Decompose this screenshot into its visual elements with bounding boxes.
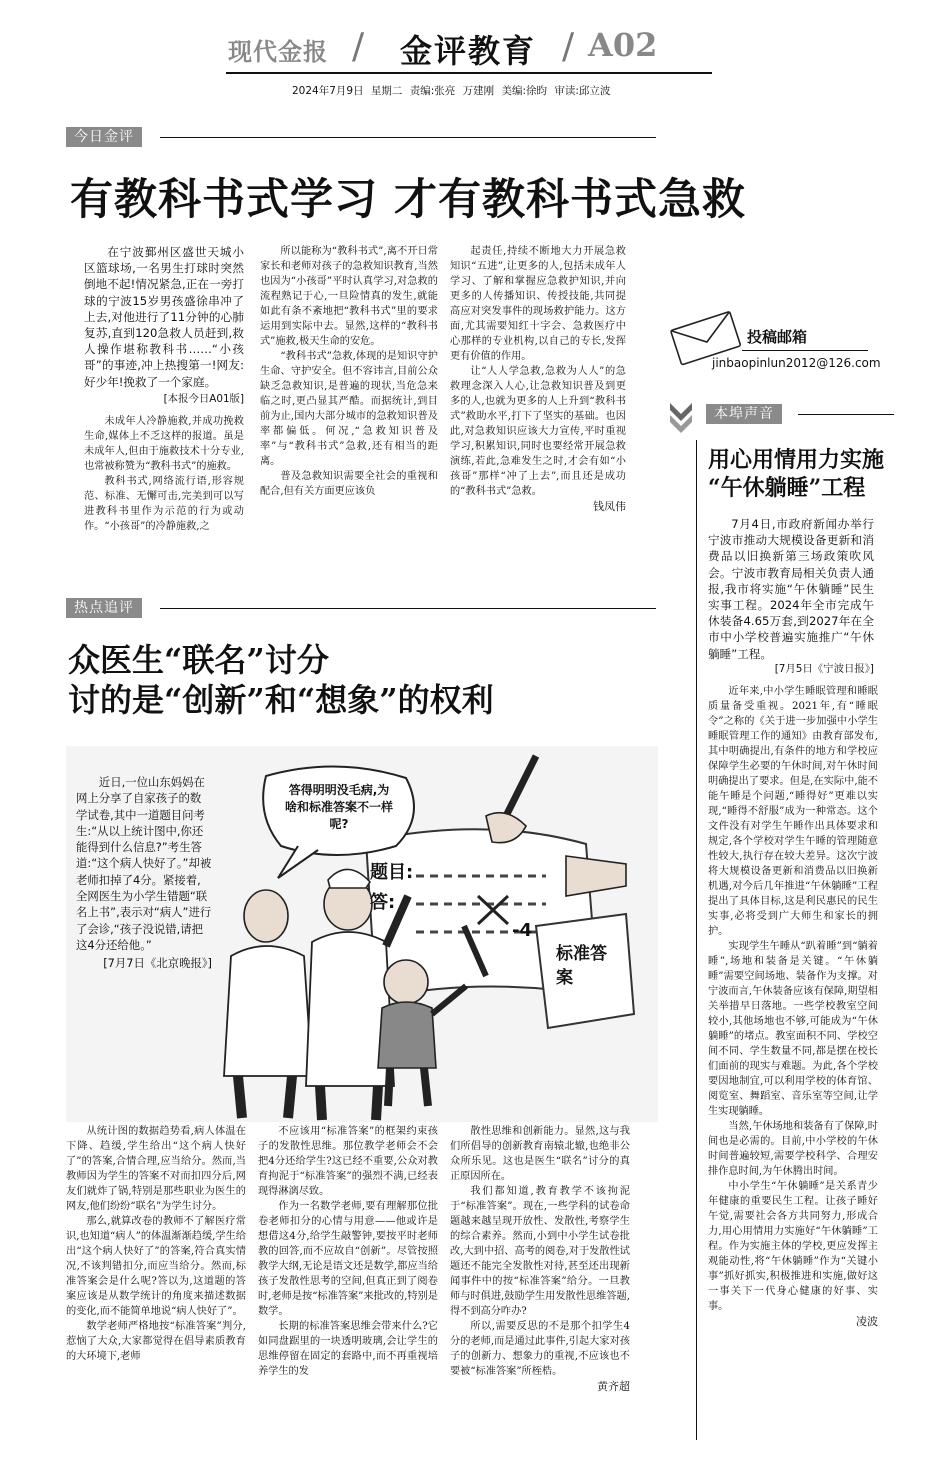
article-lead — [76, 774, 212, 972]
paragraph: 普及急救知识需要全社会的重视和配合,但有关方面更应该负 — [260, 471, 438, 497]
headline-line: “午休躺睡”工程 — [708, 475, 866, 501]
board-answer: 答: — [370, 892, 396, 913]
article-column — [450, 1124, 630, 1394]
paragraph: 散性思维和创新能力。显然,这与我们所倡导的创新教育南辕北辙,也绝非公众所乐见。这也是医生“联名”讨分的真正原因所在。 — [450, 1126, 630, 1182]
kicker-label: 今日金评 — [66, 127, 142, 147]
lead-source: [7月5日《宁波日报》] — [774, 662, 874, 675]
masthead-divider: / — [562, 26, 575, 67]
paragraph: 不应该用“标准答案”的框架约束孩子的发散性思维。那位教学老师会不会把4分还给学生?这已经不重要,公众对教育拘泥于“标准答案”的强烈不满,已经表现得淋漓尽致。 — [258, 1126, 438, 1197]
paragraph: 未成年人冷静施救,并成功挽救生命,媒体上不乏这样的报道。虽是未成年人,但由于施救技术十分专业,也常被称赞为“教科书式”的施救。 — [84, 416, 244, 472]
mailbox-email: jinbaopinlun2012@126.com — [712, 356, 881, 370]
kicker-rule — [160, 137, 656, 138]
kicker-label: 本埠声音 — [706, 404, 782, 424]
paragraph: 长期的标准答案思维会带来什么?它如同盘踞里的一块透明玻璃,会让学生的思维停留在固定的套路中,而不再重视培养学生的发 — [258, 1321, 438, 1377]
headline: 有教科书式学习 才有教科书式急救 — [70, 175, 746, 225]
paragraph: 那么,就算改卷的教师不了解医疗常识,也知道“病人”的体温渐渐趋缓,学生给出“这个病人快好了”的答案,符合真实情况,不该判错扣分,而应当给分。然而,标准答案会是什么呢?答以为,这道题的答案应该是从数学统计的角度来描述数据的变化,而不能简单地说“病人快好了”。 — [66, 1216, 246, 1317]
article-column — [708, 684, 878, 1329]
paragraph: 近年来,中小学生睡眠管理和睡眠质量备受重视。2021年,有“睡眠令”之称的《关于进一步加强中小学生睡眠管理工作的通知》由教育部发布,其中明确提出,有条件的地方和学校应保障学生必要的午休时间,对午休时间明确提出了要求。但是,在实际中,能不能午睡是个问题,“睡得好”更难以实现,“睡得不舒服”成为一种常态。这个文件没有对学生午睡作出具体要求和规定,各个学校对学生午睡的管理随意性较大,执行存在较大差异。这次宁波将大规模设备更新和消费品以旧换新机遇,对今后几年推进“午休躺睡”工程提出了具体目标,这是利民惠民的民生实事,必将受到广大师生和家长的拥护。 — [708, 686, 878, 937]
article-lead — [84, 244, 244, 407]
article-column — [260, 244, 438, 499]
masthead-divider: / — [352, 26, 365, 67]
headline — [68, 640, 494, 720]
masthead-rule — [226, 72, 712, 74]
article-lead — [708, 516, 874, 677]
lead-text: 近日,一位山东妈妈在网上分享了自家孩子的数学试卷,其中一道题目问考生:“从以上统计图中,你还能得到什么信息?”考生答道:“这个病人快好了。”却被老师扣掉了4分。紧接着,全网医生为小学生错题“联名上书”,表示对“病人”进行了会诊,“孩子没说错,请把这4分还给他。” — [76, 775, 212, 952]
paragraph: 所以能称为“教科书式”,离不开日常家长和老师对孩子的急救知识教育,当然也因为“小孩哥”平时认真学习,对急救的流程熟记于心,一旦险情真的发生,就能如此有条不紊地把“教科书式”里的要求运用到实际中去。显然,这样的“教科书式”施救,极天生命的安危。 — [260, 246, 438, 347]
newspaper-brand: 现代金报 — [228, 37, 328, 66]
paragraph: 教科书式,网络流行语,形容规范、标准、无懈可击,完美到可以写进教科书里作为示范的行为或动作。“小孩哥”的冷静施救,之 — [84, 476, 244, 532]
lead-source: [本报今日A01版] — [163, 392, 244, 405]
paragraph: 让“人人学急救,急救为人人”的急救理念深入人心,让急救知识普及到更多的人,也就为更多的人上升到“教科书式”救助水平,打下了坚实的基础。也因此,对急救知识应该大力宣传,平时重视学习,积累知识,同时也要经常开展急救演练,若此,急难发生之时,才会有如“小孩哥”那样“冲了上去”,而且还是成功的“教科书式”急救。 — [450, 366, 626, 497]
article-column — [66, 1124, 246, 1364]
kicker-rule — [160, 608, 656, 609]
page-number: A02 — [588, 26, 658, 64]
board-title: 题目: — [370, 862, 414, 883]
kicker-rule — [798, 414, 894, 415]
article-column — [450, 244, 626, 514]
article-column — [258, 1124, 438, 1379]
byline: 黄齐超 — [597, 1380, 630, 1393]
paragraph: 从统计图的数据趋势看,病人体温在下降、趋缓,学生给出“这个病人快好了”的答案,合情合理,应当给分。然而,当教师因为学生的答案不对而扣四分后,网友们就炸了锅,特别是那些职业为医生的网友,他们纷纷“联名”为学生讨分。 — [66, 1126, 246, 1212]
column-divider — [696, 440, 697, 1440]
headline — [708, 446, 884, 502]
paragraph: 我们都知道,教育教学不该拘泥于“标准答案”。现在,一些学科的试卷命题越来越呈现开放性、发散性,考察学生的综合素养。然而,小到中小学生试卷批改,大到中招、高考的阅卷,对于发散性试题还不能完全发散性对待,甚至还出现新闻事件中的按“标准答案”给分。一旦教师与时俱进,鼓励学生用发散性思维答题,得不到高分咋办? — [450, 1186, 630, 1317]
paragraph: 数学老师严格地按“标准答案”判分,惹恼了大众,大家都觉得在倡导素质教育的大环境下,老师 — [66, 1321, 246, 1362]
paragraph: “教科书式”急救,体现的是知识守护生命、守护安全。但不容讳言,目前公众缺乏急救知识,是普遍的现状,当危急来临之时,更凸显其严酷。而据统计,到目前为止,国内大部分城市的急救知识普及率都偏低。何况,“急救知识普及率”与“教科书式”急救,还有相当的距离。 — [260, 351, 438, 467]
byline: 凌波 — [856, 1315, 878, 1328]
deduction-mark: -4 — [512, 920, 532, 941]
paragraph: 所以,需要反思的不是那个扣学生4分的老师,而是通过此事件,引起大家对孩子的创新力、想象力的重视,不应该也不要被“标准答案”所桎梏。 — [450, 1321, 630, 1377]
headline-line: 讨的是“创新”和“想象”的权利 — [68, 681, 494, 719]
mailbox-rule — [742, 350, 868, 351]
issue-meta: 2024年7月9日 星期二 责编:张亮 万建刚 美编:徐昀 审读:邱立波 — [292, 85, 611, 97]
byline: 钱凤伟 — [593, 500, 626, 513]
lead-text: 在宁波鄞州区盛世天城小区篮球场,一名男生打球时突然倒地不起!情况紧急,正在一旁打球的宁波15岁男孩盛徐串冲了上去,对他进行了11分钟的心肺复苏,直到120急救人员赶到,救人操作堪称教科书……“小孩哥”的事迹,冲上热搜第一!网友:好少年!挽救了一个家庭。 — [84, 245, 244, 389]
paragraph: 作为一名数学老师,要有理解那位批卷老师扣分的心情与用意——他或许是想借这4分,给学生敲警钟,要按平时老师教的回答,而不应故自“创新”。尽管按照教学大纲,无论是语文还是数学,都应当给孩子发散性思考的空间,但真正到了阅卷时,老师是按“标准答案”来批改的,特别是数学。 — [258, 1201, 438, 1317]
paragraph: 起责任,持续不断地大力开展急救知识“五进”,让更多的人,包括未成年人学习、了解和掌握应急救护知识,并向更多的人传播知识、传授技能,共同提高应对突发事件的现场救护能力。这方面,尤其需要知红十字会、急救医疗中心那样的专业机构,以自己的专长,发挥更有价值的作用。 — [450, 246, 626, 362]
answer-sign: 标准答案 — [556, 944, 607, 988]
paragraph: 中小学生“午休躺睡”是关系青少年健康的重要民生工程。让孩子睡好午觉,需要社会各方共同努力,形成合力,用心用情用力实施好“午休躺睡”工程。作为实施主体的学校,更应发挥主观能动性,将“午休躺睡”作为“关键小事”抓好抓实,积极推进和实施,做好这一事关下一代身心健康的好事、实事。 — [708, 1181, 878, 1312]
paragraph: 实现学生午睡从“趴着睡”到“躺着睡”,场地和装备是关键。“午休躺睡”需要空间场地、装备作为支撑。对宁波而言,午休装备应该有保障,期望相关举措早日落地。一些学校教室空间较小,其他场地也不够,可能成为“午休躺睡”的堵点。教室面积不同、学校空间不同、学生数量不同,都是摆在校长们面前的现实与难题。为此,各个学校要因地制宜,可以利用学校的体育馆、阅览室、舞蹈室、音乐室等空间,让学生实现躺睡。 — [708, 941, 878, 1117]
article-column — [84, 414, 244, 534]
lead-source: [7月7日《北京晚报》] — [103, 956, 212, 971]
paragraph: 当然,午休场地和装备有了保障,时间也是必需的。目前,中小学校的午休时间普遍较短,需要学校科学、合理安排作息时间,为午休腾出时间。 — [708, 1121, 878, 1177]
headline-line: 用心用情用力实施 — [708, 447, 885, 473]
cartoon-illustration — [66, 746, 658, 1122]
headline-line: 众医生“联名”讨分 — [68, 641, 329, 679]
speech-bubble-text: 答得明明没毛病,为啥和标准答案不一样呢? — [284, 783, 393, 831]
kicker-label: 热点追评 — [66, 598, 142, 618]
chevron-down-icon — [668, 401, 694, 435]
lead-text: 7月4日,市政府新闻办举行宁波市推动大规模设备更新和消费品以旧换新第三场政策吹风会。宁波市教育局相关负责人通报,我市将实施“午休躺睡”民生实事工程。2024年全市完成午休装备4.65万套,到2027年在全市中小学校普遍实施推广“午休躺睡”工程。 — [708, 517, 874, 661]
section-title: 金评教育 — [400, 32, 537, 70]
mailbox-title: 投稿邮箱 — [747, 328, 808, 346]
